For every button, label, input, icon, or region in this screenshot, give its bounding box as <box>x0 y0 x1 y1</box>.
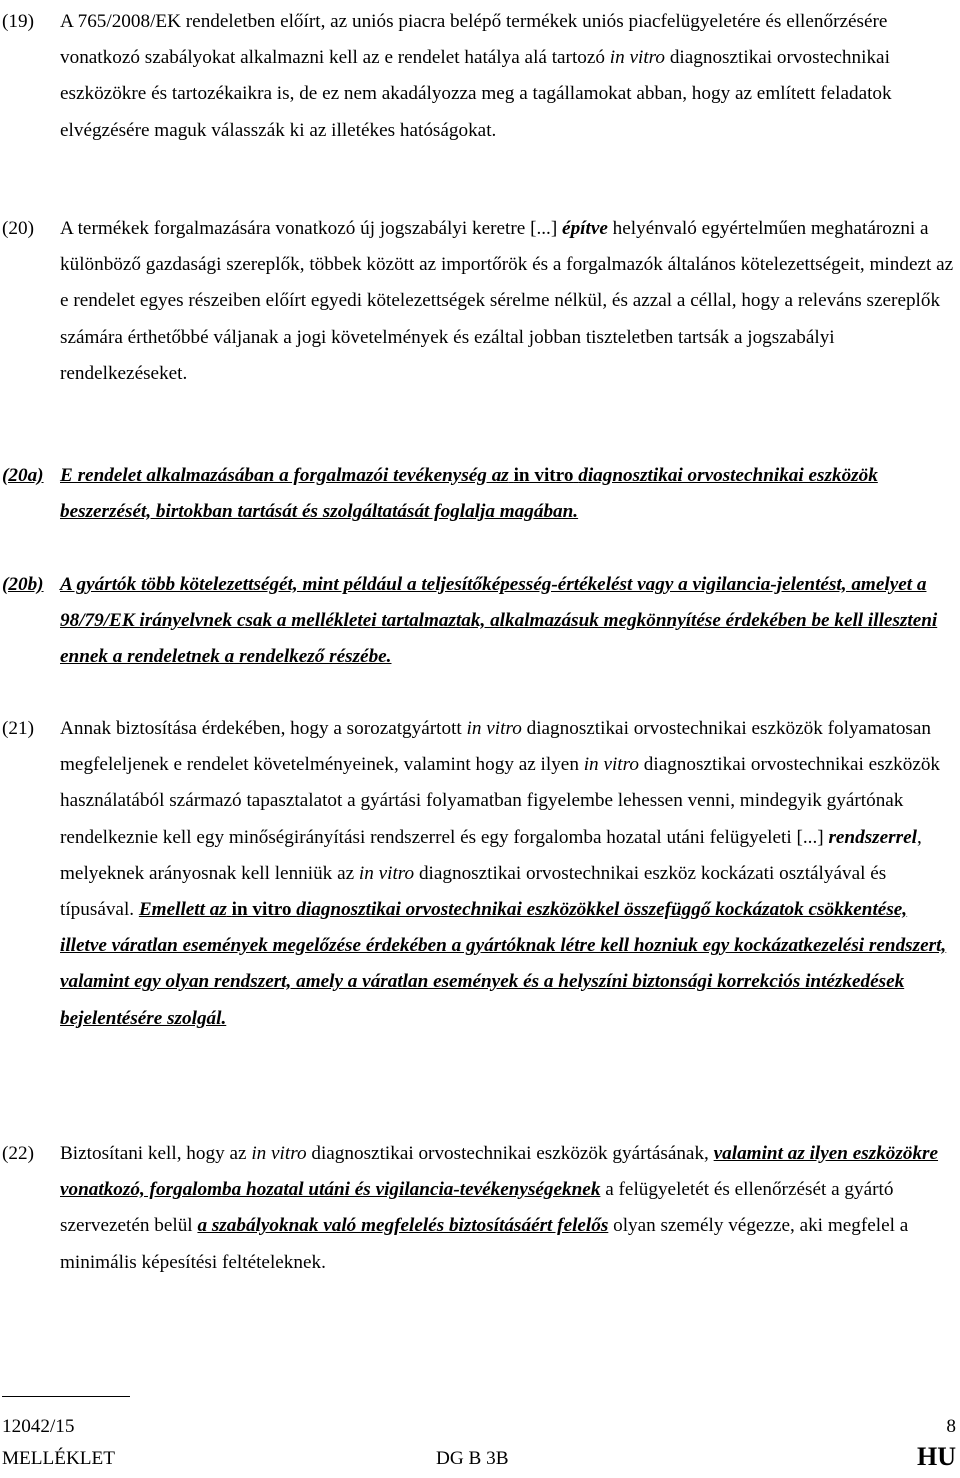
recital-text: Biztosítani kell, hogy az in vitro diagnosztikai orvostechnikai eszközök gyártásának, valamint az ilyen eszközökre vonatkozó, forgalomba hozatal utáni és vigilancia-tevékenységeknek a felügyeletét és ellenőrzését a gyártó szervezetén belül a szabályoknak való megfelelés biztosításáért felelős olyan személy végezze, aki megfelel a minimális képesítési feltételeknek. <box>60 1143 939 1273</box>
recital-number: (22) <box>2 1143 34 1164</box>
recital-text: A gyártók több kötelezettségét, mint például a teljesítőképesség-értékelést vagy a vigilancia-jelentést, amelyet a 98/79/EK irányelvnek csak a mellékletei tartalmaztak, alkalmazásuk megkönnyítése érdekében be kell illeszteni ennek a rendeletnek a rendelkező részébe. <box>60 574 938 668</box>
recital-text: A termékek forgalmazására vonatkozó új jogszabályi keretre [...] építve helyénvaló egyértelműen meghatározni a különböző gazdasági szereplők, többek között az importőrök és a forgalmazók általános kötelezettségeit, mindezt az e rendelet egyes részeiben előírt egyedi kötelezettségek sérelme nélkül, és azzal a céllal, hogy a releváns szereplők számára érthetőbbé váljanak a jogi követelmények és ezáltal jobban tiszteletben tartsák a jogszabályi rendelkezéseket. <box>60 218 954 384</box>
recital-number: (20b) <box>2 574 44 595</box>
recital-number: (20) <box>2 218 34 239</box>
recital-number: (19) <box>2 11 34 32</box>
recital-number: (20a) <box>2 465 44 486</box>
document-number: 12042/15 <box>2 1416 75 1437</box>
recital-number: (21) <box>2 718 34 739</box>
page-number: 8 <box>946 1416 956 1437</box>
footer-divider <box>2 1396 130 1397</box>
language-code: HU <box>917 1442 956 1471</box>
recital-text: Annak biztosítása érdekében, hogy a sorozatgyártott in vitro diagnosztikai orvostechnikai eszközök folyamatosan megfeleljenek e rendelet követelményeinek, valamint hogy az ilyen in vitro diagnosztikai orvostechnikai eszközök használatából származó tapasztalatot a gyártási folyamatban figyelembe lehessen venni, mindegyik gyártónak rendelkeznie kell egy minőségirányítási rendszerrel és egy forgalomba hozatal utáni felügyeleti [...] rendszerrel, melyeknek arányosnak kell lenniük az in vitro diagnosztikai orvostechnikai eszköz kockázati osztályával és típusával. Emellett az in vitro diagnosztikai orvostechnikai eszközökkel összefüggő kockázatok csökkentése, illetve váratlan események megelőzése érdekében a gyártóknak létre kell hozniuk egy kockázatkezelési rendszert, valamint egy olyan rendszert, amely a váratlan események és a helyszíni biztonsági korrekciós intézkedések bejelentésére szolgál. <box>60 718 947 1029</box>
recital-text: E rendelet alkalmazásában a forgalmazói tevékenység az in vitro diagnosztikai orvostechnikai eszközök beszerzését, birtokban tartását és szolgáltatását foglalja magában. <box>60 465 878 523</box>
directorate-label: DG B 3B <box>436 1448 509 1469</box>
recital-text: A 765/2008/EK rendeletben előírt, az uniós piacra belépő termékek uniós piacfelügyeletére és ellenőrzésére vonatkozó szabályokat alkalmazni kell az e rendelet hatálya alá tartozó in vitro diagnosztikai orvostechnikai eszközökre és tartozékaikra is, de ez nem akadályozza meg a tagállamokat abban, hogy az említett feladatok elvégzésére maguk válasszák ki az illetékes hatóságokat. <box>60 11 892 141</box>
annex-label: MELLÉKLET <box>2 1448 115 1469</box>
